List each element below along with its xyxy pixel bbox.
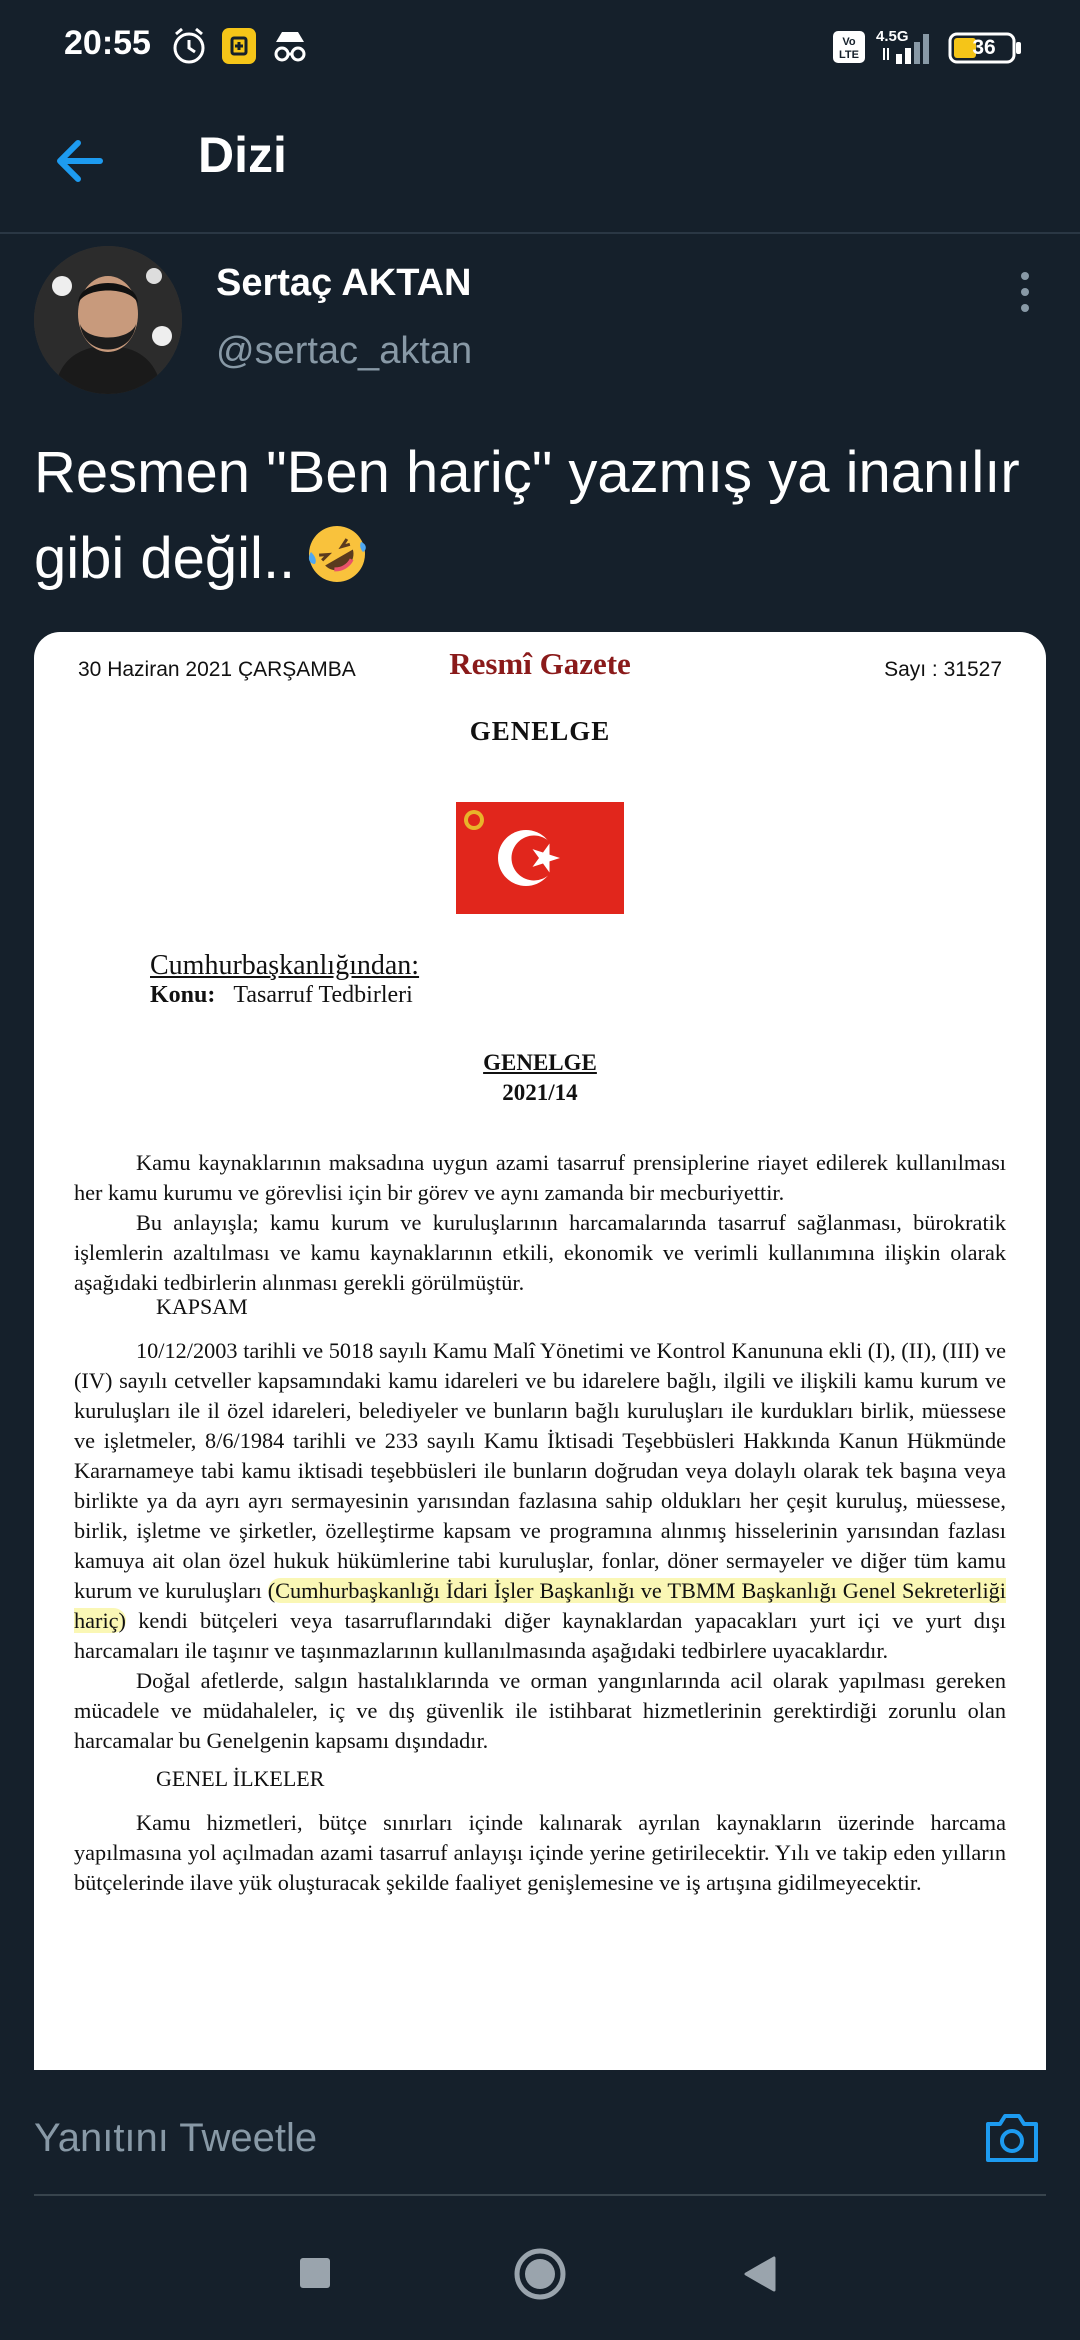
tweet-text	[34, 430, 1054, 602]
status-bar	[0, 0, 1080, 96]
author-handle[interactable]: @sertac_aktan	[216, 330, 473, 372]
square-icon[interactable]	[298, 2256, 332, 2290]
paragraph: Kamu hizmetleri, bütçe sınırları içinde kalınarak ayrılan kaynakların üzerinde harcama yapılmasına yol açılmadan azami tasarruf anlayışı içinde yerine getirilecektir. Yılı ve takip eden yılların bütçelerinde ilave yük oluşturacak şekilde faaliyet genişlemesine ve iş artışına gidilmeyecektir.	[74, 1810, 1006, 1895]
triangle-back-icon[interactable]	[742, 2254, 778, 2294]
subject-line	[150, 982, 413, 1009]
battery-icon	[948, 32, 1018, 64]
system-nav-bar	[0, 2200, 1080, 2340]
compose-divider	[34, 2194, 1046, 2196]
section-heading-scope: KAPSAM	[156, 1294, 248, 1319]
circular-title-text: GENELGE	[483, 1050, 597, 1075]
more-options-icon[interactable]	[1010, 270, 1040, 314]
gazette-name: Resmî Gazete	[449, 646, 631, 681]
circular-number: 2021/14	[502, 1080, 578, 1105]
paragraph	[74, 1336, 1006, 1666]
battery-level: 36	[972, 36, 996, 59]
tweet-text-end: gibi değil..	[34, 526, 296, 591]
scope-text-continued: kendi bütçeleri veya tasarruflarındaki diğer kaynaklardan yapacakları yurt içi ve yurt dışı harcamaları ile taşınır ve taşınmazlarının kullanılmasında aşağıdaki tedbirlere uyacaklardır.	[74, 1608, 1006, 1663]
reply-input[interactable]: Yanıtını Tweetle	[34, 2116, 318, 2160]
rolling-on-floor-laughing-emoji	[305, 522, 369, 586]
tweet-text-line: Resmen "Ben hariç" yazmış ya inanılır	[34, 440, 1020, 505]
section-heading-principles: GENEL İLKELER	[156, 1766, 325, 1791]
alarm-icon	[170, 26, 208, 66]
intro-paragraphs	[74, 1148, 1006, 1298]
paragraph: Doğal afetlerde, salgın hastalıklarında ve orman yangınlarında acil olarak yapılması gereken mücadele ve müdahaleler, iç ve dış güvenlik ile istihbarat hizmetlerinin gerektirdiği zorunlu olan harcamalar bu Genelgenin kapsamı dışındadır.	[74, 1668, 1006, 1753]
volte-icon	[832, 30, 866, 64]
tweet-text-line	[34, 516, 1054, 602]
issuing-authority: Cumhurbaşkanlığından:	[150, 950, 420, 981]
highlighted-exception: (Cumhurbaşkanlığı İdari İşler Başkanlığı ve TBMM Başkanlığı Genel Sekreterliği hariç)	[74, 1578, 1006, 1633]
gazette-issue: Sayı : 31527	[884, 658, 1002, 681]
reply-compose-bar	[0, 2070, 1080, 2200]
avatar[interactable]	[34, 246, 182, 394]
turkish-flag-emblem	[456, 802, 624, 914]
author-name[interactable]: Sertaç AKTAN	[216, 262, 472, 304]
tweet-image-document[interactable]	[34, 632, 1046, 2072]
arrow-left-icon[interactable]	[48, 126, 118, 196]
svg-text:LTE: LTE	[839, 49, 859, 61]
camera-icon[interactable]	[982, 2110, 1042, 2166]
circular-title	[34, 1048, 1046, 1108]
network-type: 4.5G	[876, 28, 909, 45]
incognito-icon	[270, 26, 310, 66]
subject-text: Tasarruf Tedbirleri	[233, 982, 413, 1008]
page-title: Dizi	[198, 127, 287, 183]
top-bar	[0, 96, 1080, 234]
document-heading: GENELGE	[469, 716, 611, 746]
svg-text:Vo: Vo	[842, 36, 856, 48]
subject-label: Konu:	[150, 982, 216, 1008]
gazette-date: 30 Haziran 2021 ÇARŞAMBA	[78, 658, 356, 681]
signal-icon	[880, 30, 940, 66]
paragraph: Kamu kaynaklarının maksadına uygun azami tasarruf prensiplerine riayet edilerek kullanılması her kamu kurumu ve görevlisi için bir görev ve aynı zamanda bir mecburiyettir.	[74, 1150, 1006, 1205]
scope-text: 10/12/2003 tarihli ve 5018 sayılı Kamu Malî Yönetimi ve Kontrol Kanununa ekli (I), (II), (III) ve (IV) sayılı cetveller kapsamındaki kamu idareleri ve bu idarelere bağlı, ilgili ve ilişkili kamu kurum ve kuruluşları ile il özel idareleri, belediyeler ve bunların bağlı kuruluşları ile kurdukları birlik, müessese ve işletmeler, 8/6/1984 tarihli ve 233 sayılı Kamu İktisadi Teşebbüsleri Hakkında Kanun Hükmünde Kararnameye tabi kamu iktisadi teşebbüsleri ile bunların doğrudan veya dolaylı olarak tek başına veya birlikte ya da ayrı ayrı sermayesinin yarısından fazlasına sahip oldukları her çeşit kuruluş, müessese, birlik, işletme ve şirketler, özelleştirme kapsam ve programına alınmış hisselerinin yarısından fazlası kamuya ait olan özel hukuk hükümlerine tabi kuruluşlar, fonlar, döner sermayeler ve diğer tüm kamu kurum ve kuruluşları	[74, 1338, 1006, 1603]
paragraph: Bu anlayışla; kamu kurum ve kuruluşlarının harcamalarında tasarruf sağlanması, bürokratik işlemlerin azaltılması ve kamu kaynaklarının etkili, ekonomik ve verimli kullanımına ilişkin olarak aşağıdaki tedbirlerin alınması gerekli görülmüştür.	[74, 1210, 1006, 1295]
notification-app-icon	[220, 26, 258, 66]
circle-home-icon[interactable]	[512, 2246, 568, 2302]
status-time: 20:55	[64, 24, 151, 62]
principles-paragraphs	[74, 1808, 1006, 1898]
scope-paragraphs	[74, 1336, 1006, 1756]
